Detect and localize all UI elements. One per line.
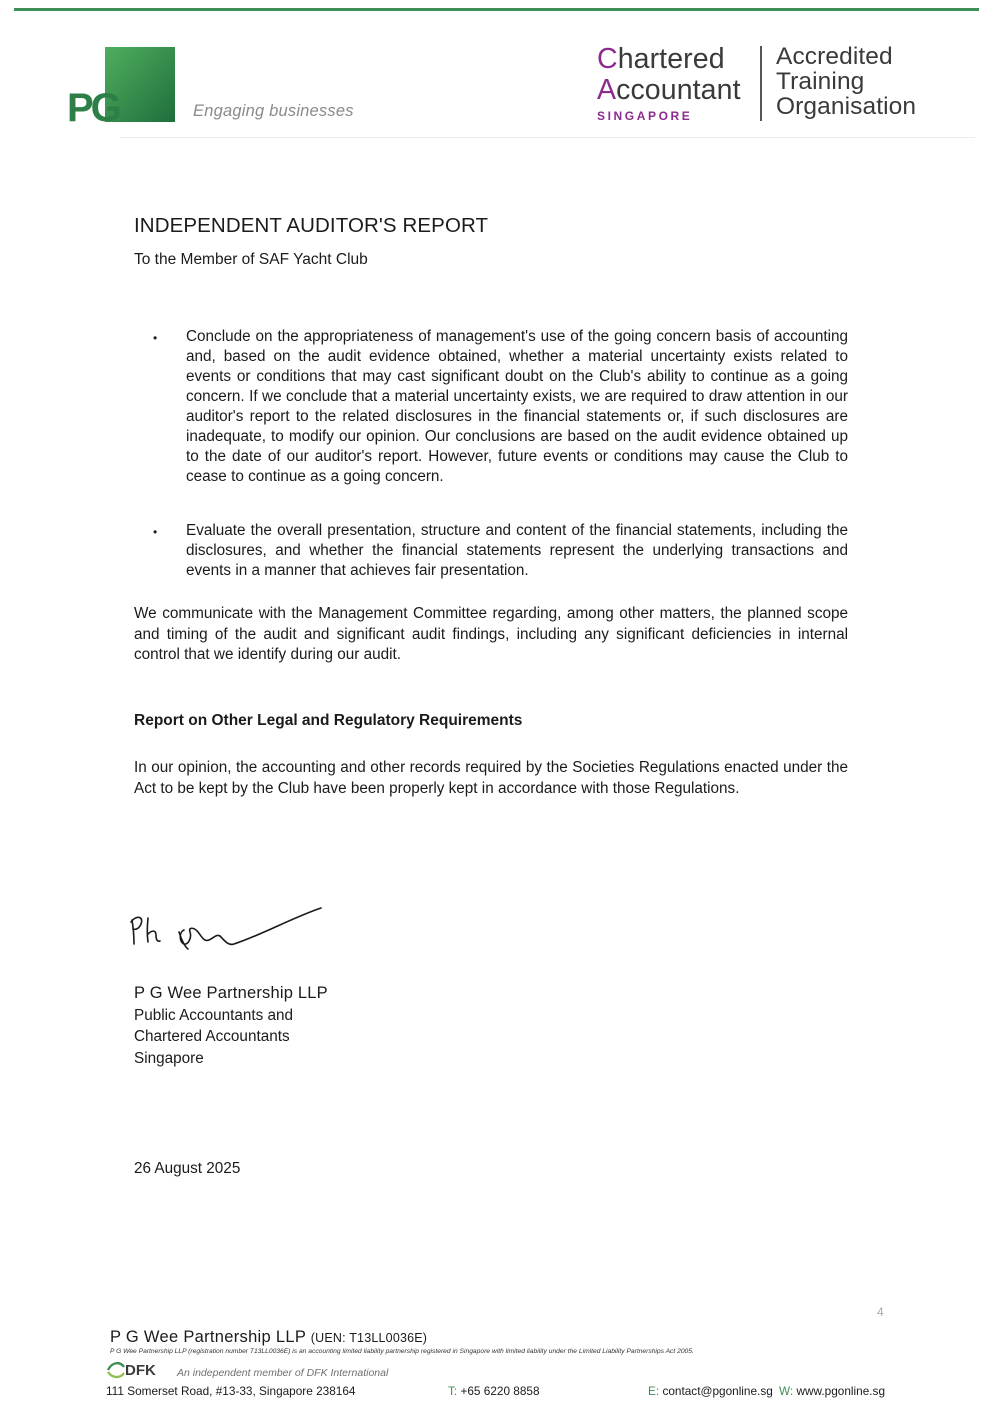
ca-country: SINGAPORE — [597, 109, 693, 123]
website-link[interactable]: www.pgonline.sg — [796, 1384, 886, 1398]
ca-line-2 — [597, 75, 741, 106]
pg-logo — [67, 47, 175, 122]
report-title: INDEPENDENT AUDITOR'S REPORT — [134, 214, 489, 237]
footer-phone — [448, 1384, 540, 1398]
web-label: W: — [779, 1384, 794, 1398]
ca-line-1-cap: C — [597, 43, 618, 75]
ca-line-2-rest: ccountant — [616, 74, 741, 106]
footer-website — [779, 1384, 885, 1398]
report-date: 26 August 2025 — [134, 1160, 241, 1177]
ca-line-1 — [597, 44, 741, 75]
footer-legal-text: P G Wee Partnership LLP (registration number T13LL0036E) is an accounting limited liability partnership registered in Singapore with limited liability under the Limited Liability Partnerships Act 2005. — [110, 1348, 694, 1355]
signoff-line-3: Chartered Accountants — [134, 1028, 290, 1045]
email-address[interactable]: contact@pgonline.sg — [662, 1384, 773, 1398]
bullet-marker-1: • — [153, 331, 158, 345]
header-divider — [760, 46, 762, 121]
header-rule — [120, 137, 975, 138]
footer-address: 111 Somerset Road, #13-33, Singapore 238164 — [106, 1384, 356, 1398]
bullet-going-concern: Conclude on the appropriateness of management's use of the going concern basis of accounting and, based on the audit evidence obtained, whether a material uncertainty exists related to events or conditions that may cast significant doubt on the Club's ability to continue as a going concern. If we conclude that a material uncertainty exists, we are required to draw attention in our auditor's report to the related disclosures in the financial statements or, if such disclosures are inadequate, to modify our opinion. Our conclusions are based on the audit evidence obtained up to the date of our auditor's report. However, future events or conditions may cause the Club to cease to continue as a going concern. — [186, 328, 848, 485]
footer-firm-name — [110, 1328, 427, 1347]
bullet-marker-2: • — [153, 525, 158, 539]
top-green-rule — [14, 8, 979, 11]
ato-line-2: Training — [776, 68, 865, 95]
page-number: 4 — [877, 1305, 884, 1319]
tagline: Engaging businesses — [193, 102, 354, 120]
section-heading-other-requirements: Report on Other Legal and Regulatory Requirements — [134, 712, 523, 729]
communication-paragraph: We communicate with the Management Committee regarding, among other matters, the planned scope and timing of the audit and significant audit findings, including any significant deficiencies in internal control that we identify during our audit. — [134, 605, 848, 663]
phone-number: +65 6220 8858 — [460, 1384, 540, 1398]
ca-line-1-rest: hartered — [617, 43, 725, 75]
addressee: To the Member of SAF Yacht Club — [134, 251, 368, 268]
dfk-member-text: An independent member of DFK International — [177, 1367, 389, 1379]
email-label: E: — [648, 1384, 660, 1398]
signoff-block — [134, 983, 328, 1069]
accredited-training-organisation — [776, 44, 916, 119]
ato-line-3: Organisation — [776, 93, 917, 120]
footer-uen: (UEN: T13LL0036E) — [310, 1331, 428, 1345]
signoff-firm-name: P G Wee Partnership LLP — [134, 984, 328, 1002]
bullet-presentation: Evaluate the overall presentation, structure and content of the financial statements, including the disclosures, and whether the financial statements represent the underlying transactions and events in a manner that achieves fair presentation. — [186, 522, 848, 579]
pg-logo-text: PG — [67, 86, 119, 122]
ca-line-2-cap: A — [597, 74, 617, 106]
handwritten-signature — [124, 902, 329, 960]
dfk-logo — [106, 1359, 168, 1380]
signoff-line-4: Singapore — [134, 1049, 204, 1067]
dfk-logo-text: DFK — [125, 1362, 156, 1379]
signoff-line-2: Public Accountants and — [134, 1006, 294, 1024]
ato-line-1: Accredited — [776, 43, 893, 70]
phone-label: T: — [448, 1384, 458, 1398]
opinion-paragraph: In our opinion, the accounting and other records required by the Societies Regulations enacted under the Act to be kept by the Club have been properly kept in accordance with those Regulations. — [134, 759, 848, 797]
footer-firm-name-text: P G Wee Partnership LLP — [110, 1328, 306, 1346]
footer-email — [648, 1384, 773, 1398]
chartered-accountant-logo — [597, 44, 741, 123]
